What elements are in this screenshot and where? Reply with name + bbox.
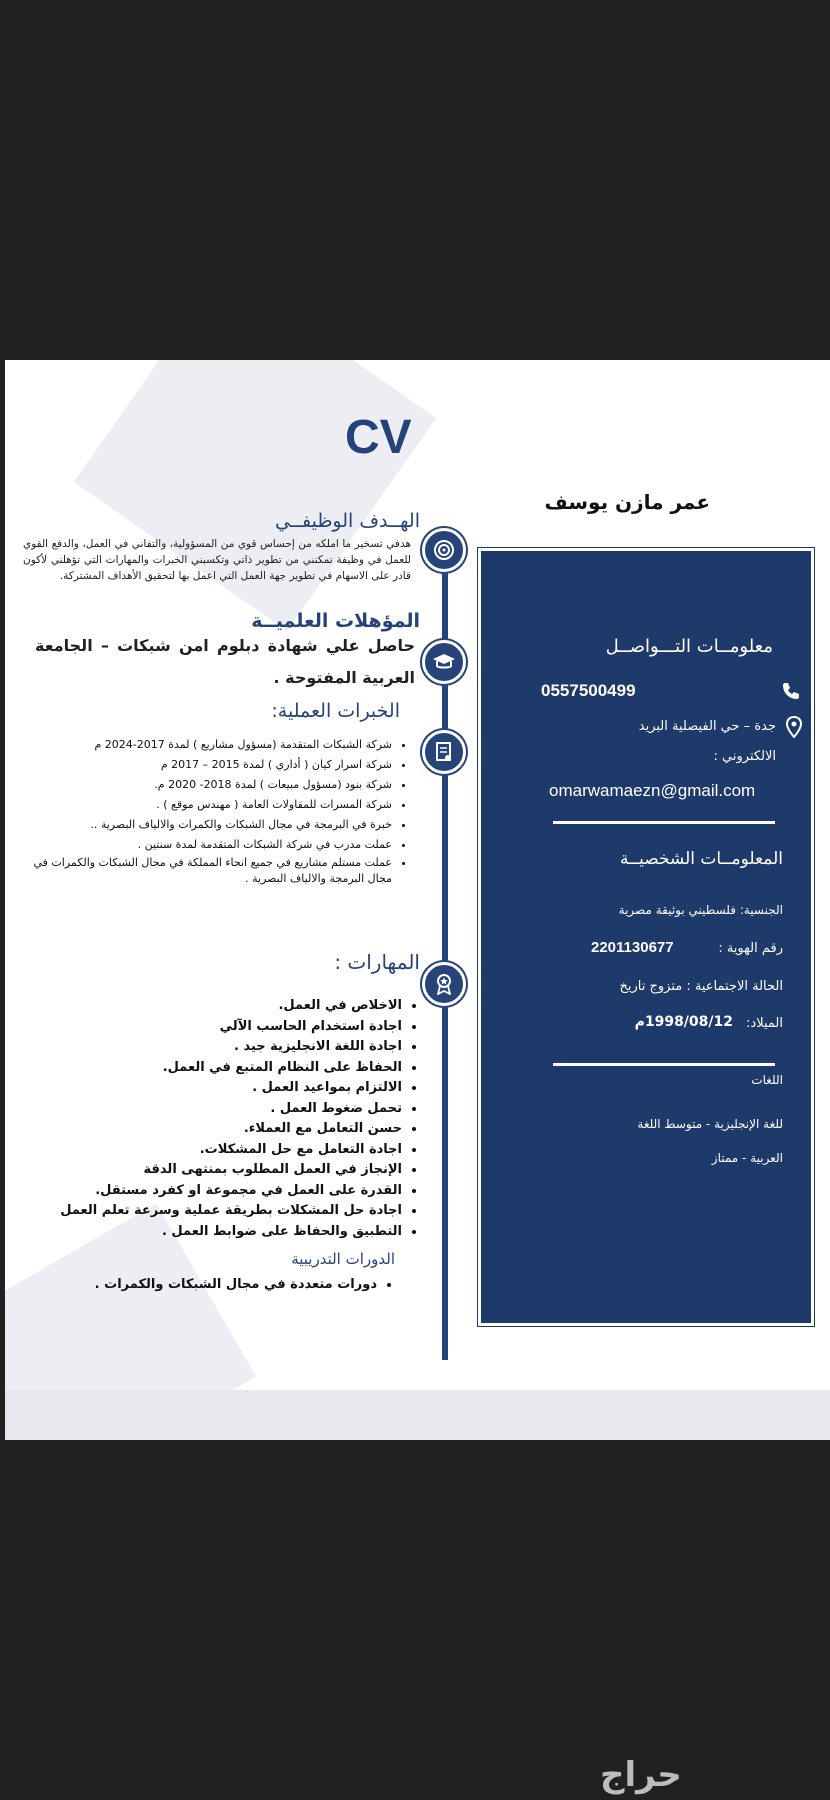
target-icon	[422, 528, 466, 572]
qualifications-title: المؤهلات العلميــة	[251, 610, 420, 632]
certificate-icon	[422, 730, 466, 774]
list-item: • التطبيق والحفاظ على ضوابط العمل .	[60, 1222, 402, 1243]
address: جدة – حي الفيصلية البريد	[638, 719, 776, 734]
list-item: • عملت مستلم مشاريع في جميع انحاء المملكة في مجال الشبكات والكمرات في مجال البرمجة والالياف البصرية .	[32, 855, 392, 887]
list-item: • اجادة حل المشكلات بطريقة عملية وسرعة تعلم العمل	[60, 1201, 402, 1222]
qualifications-text: حاصل علي شهادة دبلوم امن شبكات – الجامعة العربية المفتوحة .	[35, 636, 415, 687]
language-item: العربية - ممتاز	[711, 1151, 783, 1165]
bg-shape	[74, 360, 436, 631]
list-item: • الحفاظ على النظام المتبع في العمل.	[60, 1058, 402, 1079]
phone-number[interactable]: 0557500499	[541, 681, 636, 700]
graduation-cap-icon	[422, 640, 466, 684]
skills-title: المهارات :	[334, 950, 420, 974]
courses-list	[95, 1275, 395, 1295]
languages-title: اللغات	[751, 1073, 783, 1087]
divider	[553, 821, 775, 824]
divider	[553, 1063, 775, 1066]
list-item: • شركة المسرات للمقاولات العامة ( مهندس موقع ) .	[12, 795, 392, 815]
list-item: • شركة اسرار كيان ( أداري ) لمدة 2015 – 2017 م	[12, 755, 392, 775]
objective-title: الهــدف الوظيفــي	[275, 510, 420, 532]
birth-date: 1998/08/12م	[634, 1014, 733, 1030]
experience-list	[12, 735, 410, 887]
experience-title: الخبرات العملية:	[271, 700, 400, 722]
email-label: الالكتروني :	[713, 749, 776, 764]
language-item: للغة الإنجليزية - متوسط اللغة	[637, 1117, 783, 1131]
watermark-logo: حراج	[600, 1755, 682, 1795]
list-item: • اجادة اللغة الانجليزية جيد .	[60, 1037, 402, 1058]
list-item: • القدرة على العمل في مجموعة او كفرد مستقل.	[60, 1181, 402, 1202]
award-icon	[422, 962, 466, 1006]
birth-label: الميلاد:	[746, 1016, 783, 1031]
list-item: • دورات متعددة في مجال الشبكات والكمرات .	[95, 1275, 377, 1295]
objective-text: هدفي تسخير ما املكه من إحساس قوي من المسؤولية، والتفاني في العمل، والدفع القوي للعمل في وظيفة تمكنني من تطوير ذاتي وتكسبني الخبرات والمهارات التي تؤهلني لأكون قادر على الاسهام في تطوير جهة العمل التي اعمل بها لتحقيق الأهداف المشتركة.	[23, 538, 411, 582]
candidate-name: عمر مازن يوسف	[544, 490, 710, 514]
list-item: • تحمل ضغوط العمل .	[60, 1099, 402, 1120]
info-panel	[478, 548, 814, 1326]
location-pin-icon	[785, 716, 803, 742]
cv-document	[5, 360, 830, 1440]
personal-info-title: المعلومــات الشخصيــة	[620, 849, 783, 869]
list-item: • شركة الشبكات المتقدمة (مسؤول مشاريع ) لمدة 2017-2024 م	[12, 735, 392, 755]
list-item: • حسن التعامل مع العملاء.	[60, 1119, 402, 1140]
list-item: • اجادة التعامل مع حل المشكلات.	[60, 1140, 402, 1161]
list-item: • خبرة في البرمجة في مجال الشبكات والكمرات والالياف البصرية ..	[12, 815, 392, 835]
list-item: • شركة بنود (مسؤول مبيعات ) لمدة 2018- 2020 م.	[12, 775, 392, 795]
skills-list	[60, 996, 420, 1242]
list-item: • الالتزام بمواعيد العمل .	[60, 1078, 402, 1099]
list-item: • الاخلاص في العمل.	[60, 996, 402, 1017]
list-item: • اجادة استخدام الحاسب الآلي	[60, 1017, 402, 1038]
id-label: رقم الهوية :	[718, 941, 783, 956]
phone-icon	[781, 681, 801, 705]
email-address[interactable]: omarwamaezn@gmail.com	[549, 781, 756, 800]
nationality: الجنسية: فلسطيني بوثيقة مصرية	[618, 903, 783, 917]
id-number: 2201130677	[591, 939, 674, 956]
list-item: • الإنجاز في العمل المطلوب بمنتهى الدقة	[60, 1160, 402, 1181]
marital-status: الحالة الاجتماعية : متزوج تاريخ	[619, 979, 783, 994]
cv-title: CV	[345, 411, 412, 464]
footer-band	[5, 1390, 830, 1440]
contact-title: معلومــات التـــواصــل	[605, 636, 773, 657]
courses-title: الدورات التدريبية	[291, 1250, 395, 1268]
list-item: • عملت مدرب في شركة الشبكات المتقدمة لمدة سنتين .	[12, 835, 392, 855]
